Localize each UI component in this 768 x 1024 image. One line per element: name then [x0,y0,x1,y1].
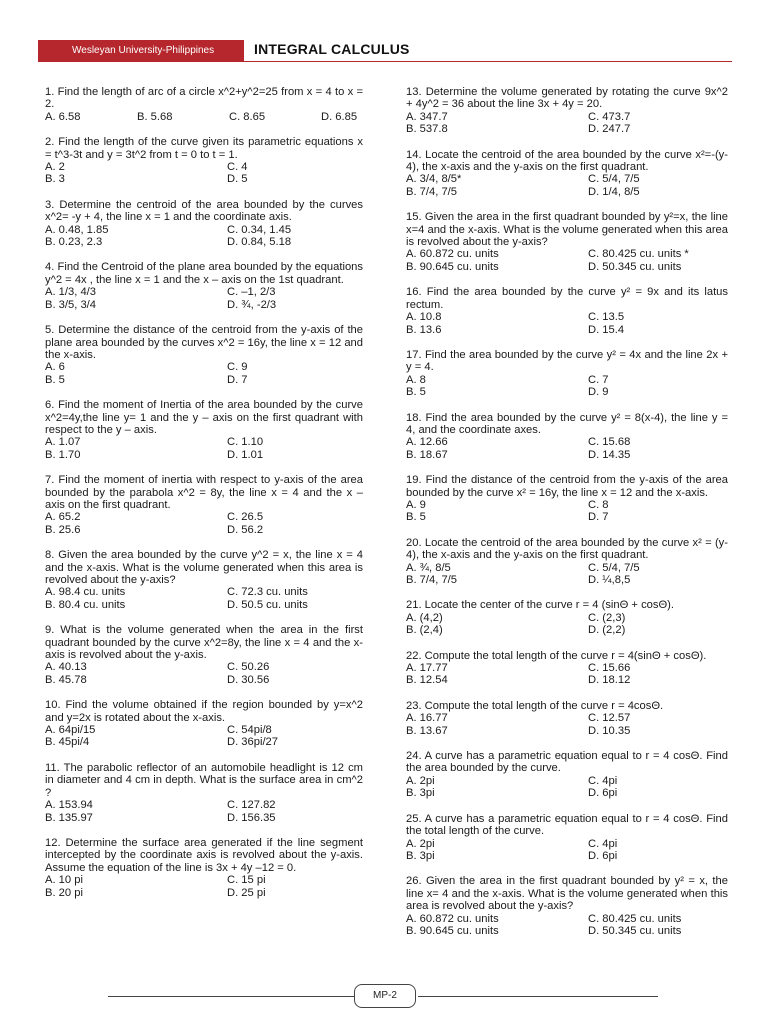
question-text: 4. Find the Centroid of the plane area bounded by the equations y^2 = 4x , the line x = 1 and the x – axis on the 1st quadrant. [45,261,363,286]
question-text: 10. Find the volume obtained if the region bounded by y=x^2 and y=2x is rotated about the x-axis. [45,699,363,724]
answer-option: B. 7/4, 7/5 [406,185,457,198]
answer-option: C. 15.68 [588,436,631,449]
answer-option: C. 4pi [588,774,618,787]
answer-option: B. (2,4) [406,624,443,637]
answer-option: C. 4 [227,161,248,174]
answer-options [45,436,363,461]
answer-option: C. 26.5 [227,511,264,524]
page-number: MP-2 [373,990,397,1001]
question-item [45,199,363,249]
answer-option: A. 1.07 [45,436,81,449]
answer-option: A. 6 [45,361,65,374]
question-text: 3. Determine the centroid of the area bounded by the curves x^2= -y + 4, the line x = 1 and the coordinate axis. [45,198,363,224]
answer-option: B. 0.23, 2.3 [45,236,103,249]
question-item [45,762,363,824]
question-text: 21. Locate the center of the curve r = 4 (sinΘ + cosΘ). [406,599,675,612]
question-text: 16. Find the area bounded by the curve y² = 9x and its latus rectum. [406,286,728,311]
question-item [406,86,728,136]
question-text: 20. Locate the centroid of the area bounded by the curve x² = (y-4), the x-axis and the y-axis on the first quadrant. [406,536,728,562]
answer-option: D. 1.01 [227,448,264,461]
question-text: 15. Given the area in the first quadrant bounded by y²=x, the line x=4 and the x-axis. What is the volume generated when this area is revolved about the y-axis? [406,211,728,249]
answer-option: D. 10.35 [588,724,631,737]
answer-option: A. 16.77 [406,712,448,725]
answer-option: D. 7 [227,373,248,386]
question-item [406,474,728,524]
question-item [45,399,363,461]
answer-option: D. 18.12 [588,674,631,687]
answer-option: A. 0.48, 1.85 [45,223,109,236]
answer-option: A. 153.94 [45,799,93,812]
answer-option: D. 247.7 [588,123,631,136]
answer-option: A. 2pi [406,837,435,850]
answer-option: A. (4,2) [406,611,443,624]
question-item [406,875,728,937]
answer-option: B. 18.67 [406,448,448,461]
answer-options [406,111,728,136]
answer-options [406,562,728,587]
answer-options [45,161,363,186]
answer-option: C. 9 [227,361,248,374]
answer-option: B. 537.8 [406,123,448,136]
question-text: 8. Given the area bounded by the curve y^2 = x, the line x = 4 and the x-axis. What is the volume generated when this area is revolved about the y-axis? [45,549,363,586]
question-text: 7. Find the moment of inertia with respect to y-axis of the area bounded by the parabola x^2 = 8y, the line x = 4 and the x – axis on the first quadrant. [45,474,363,511]
question-text: 12. Determine the surface area generated if the line segment intercepted by the coordinate axis is revolved about the y-axis. Assume the equation of the line is 3x + 4y –12 = 0. [45,836,363,874]
answer-option: D. ¾, -2/3 [227,298,277,311]
answer-option: D. 15.4 [588,323,625,336]
answer-options [406,311,728,336]
answer-options [45,286,363,311]
answer-option: A. 347.7 [406,110,448,123]
answer-options [406,712,728,737]
answer-option: C. 15 pi [227,874,266,887]
answer-option: B. 13.6 [406,323,442,336]
answer-option: D. 9 [588,386,609,399]
answer-option: D. 156.35 [227,811,276,824]
question-text: 2. Find the length of the curve given its parametric equations x = t^3-3t and y = 3t^2 from t = 0 to t = 1. [45,136,363,161]
answer-option: B. 25.6 [45,523,81,536]
answer-option: C. 13.5 [588,311,625,324]
answer-option: D. 36pi/27 [227,736,278,749]
question-item [45,261,363,311]
answer-option: B. 1.70 [45,448,81,461]
answer-option: B. 5.68 [137,110,173,123]
answer-options [406,499,728,524]
answer-option: C. 80.425 cu. units [588,912,682,925]
question-item [406,537,728,587]
question-item [406,149,728,199]
answer-option: D. 5 [227,173,248,186]
answer-options [45,874,363,899]
answer-option: B. 5 [406,511,426,524]
answer-option: B. 3/5, 3/4 [45,298,96,311]
answer-option: C. 15.66 [588,662,631,675]
question-text: 9. What is the volume generated when the area in the first quadrant bounded by the curve x^2=8y, the line x = 4 and the x- axis is revolved about the y-axis. [45,624,363,662]
questions-left-column [45,86,363,912]
answer-option: C. 7 [588,373,609,386]
answer-option: A. 65.2 [45,511,81,524]
answer-option: A. 9 [406,498,426,511]
answer-option: B. 3pi [406,849,435,862]
answer-option: A. 12.66 [406,436,448,449]
answer-option: A. 1/3, 4/3 [45,286,96,299]
answer-options [406,913,728,938]
question-item [406,599,728,636]
answer-option: D. 6pi [588,849,618,862]
question-text: 6. Find the moment of Inertia of the area bounded by the curve x^2=4y,the line y= 1 and the y – axis on the first quadrant with respect to the y – axis. [45,399,363,436]
questions-right-column [406,86,728,950]
answer-option: B. 12.54 [406,674,448,687]
answer-option: B. 5 [406,386,426,399]
answer-option: C. 5/4, 7/5 [588,561,640,574]
answer-option: C. 8 [588,498,609,511]
answer-option: C. 50.26 [227,661,270,674]
question-text: 14. Locate the centroid of the area bounded by the curve x²=-(y-4), the x-axis and the y-axis on the first quadrant. [406,148,728,174]
answer-option: A. 40.13 [45,661,87,674]
answer-options [406,374,728,399]
answer-option: C. 80.425 cu. units * [588,248,689,261]
answer-option: D. 6.85 [321,110,358,123]
answer-options [45,586,363,611]
header-divider [244,61,732,62]
answer-options [406,248,728,273]
question-item [406,813,728,863]
answer-option: D. 6pi [588,787,618,800]
answer-option: A. 3/4, 8/5* [406,173,462,186]
question-text: 24. A curve has a parametric equation equal to r = 4 cosΘ. Find the area bounded by the curve. [406,750,728,775]
answer-option: D. 50.5 cu. units [227,598,308,611]
question-item [45,86,363,123]
answer-options [406,612,728,637]
question-item [406,412,728,462]
question-text: 19. Find the distance of the centroid from the y-axis of the area bounded by the curve x² = 16y, the line x = 12 and the x-axis. [406,474,728,499]
answer-option: A. 60.872 cu. units [406,912,499,925]
answer-option: B. 45.78 [45,673,87,686]
answer-option: B. 3 [45,173,65,186]
question-text: 11. The parabolic reflector of an automobile headlight is 12 cm in diameter and 4 cm in depth. What is the surface area in cm^2 ? [45,761,363,799]
question-item [45,324,363,386]
answer-options [45,724,363,749]
answer-option: B. 5 [45,373,65,386]
question-item [45,624,363,686]
question-item [406,750,728,800]
question-text: 26. Given the area in the first quadrant bounded by y² = x, the line x= 4 and the x-axis. What is the volume generated when this area is revolved about the y-axis? [406,875,728,913]
answer-options [45,361,363,386]
answer-options [45,511,363,536]
answer-option: A. 6.58 [45,110,81,123]
page-title: INTEGRAL CALCULUS [254,41,410,57]
answer-option: B. 3pi [406,787,435,800]
answer-option: D. 14.35 [588,448,631,461]
answer-option: B. 80.4 cu. units [45,598,126,611]
answer-option: C. –1, 2/3 [227,286,276,299]
footer-divider-left [108,996,354,997]
question-item [406,211,728,273]
answer-option: B. 135.97 [45,811,93,824]
answer-option: D. 7 [588,511,609,524]
answer-option: D. ¼,8,5 [588,574,631,586]
answer-option: C. 0.34, 1.45 [227,223,292,236]
question-text: 13. Determine the volume generated by rotating the curve 9x^2 + 4y^2 = 36 about the line 3x + 4y = 20. [406,86,728,111]
question-item [45,474,363,536]
question-item [45,699,363,749]
question-item [406,650,728,687]
answer-options [406,838,728,863]
answer-option: C. 12.57 [588,712,631,725]
answer-option: B. 13.67 [406,724,448,737]
footer-divider-right [418,996,658,997]
answer-option: A. 60.872 cu. units [406,248,499,261]
answer-option: A. 10.8 [406,311,442,324]
answer-option: A. 2 [45,161,65,174]
answer-option: B. 7/4, 7/5 [406,574,457,586]
question-text: 22. Compute the total length of the curve r = 4(sinΘ + cosΘ). [406,649,707,662]
answer-option: A. 64pi/15 [45,724,96,737]
answer-option: A. 8 [406,373,426,386]
answer-option: D. 30.56 [227,673,270,686]
question-text: 5. Determine the distance of the centroid from the y-axis of the plane area bounded by the curves x^2 = 16y, the line x = 12 and the x-axis. [45,324,363,361]
answer-option: C. 54pi/8 [227,724,272,737]
answer-option: D. 50.345 cu. units [588,260,682,273]
question-text: 1. Find the length of arc of a circle x^2+y^2=25 from x = 4 to x = 2. [45,86,363,111]
answer-option: B. 90.645 cu. units [406,924,499,937]
answer-option: D. 0.84, 5.18 [227,236,292,249]
answer-option: C. 72.3 cu. units [227,586,308,599]
answer-option: B. 90.645 cu. units [406,260,499,273]
answer-options [45,111,363,123]
question-text: 18. Find the area bounded by the curve y² = 8(x-4), the line y = 4, and the coordinate axes. [406,411,728,436]
school-name: Wesleyan University-Philippines [72,45,215,56]
answer-options [406,436,728,461]
answer-option: B. 20 pi [45,886,83,899]
answer-options [45,224,363,249]
question-item [406,349,728,399]
question-text: 23. Compute the total length of the curve r = 4cosΘ. [406,699,664,712]
answer-option: C. 127.82 [227,799,276,812]
question-item [406,286,728,336]
answer-option: D. 56.2 [227,523,264,536]
answer-option: A. 17.77 [406,662,448,675]
question-item [45,549,363,611]
answer-option: C. (2,3) [588,611,626,624]
answer-option: A. ¾, 8/5 [406,561,451,574]
answer-options [406,173,728,198]
answer-options [45,661,363,686]
answer-options [406,775,728,800]
answer-option: A. 98.4 cu. units [45,586,126,599]
answer-option: C. 1.10 [227,436,264,449]
answer-option: C. 473.7 [588,110,631,123]
answer-option: D. 50.345 cu. units [588,924,682,937]
answer-option: B. 45pi/4 [45,736,90,749]
answer-option: D. 1/4, 8/5 [588,185,640,198]
answer-options [45,799,363,824]
answer-options [406,662,728,687]
answer-option: C. 4pi [588,837,618,850]
answer-option: D. 25 pi [227,886,266,899]
question-item [45,837,363,899]
answer-option: D. (2,2) [588,624,626,637]
question-item [45,136,363,186]
question-item [406,700,728,737]
question-text: 25. A curve has a parametric equation equal to r = 4 cosΘ. Find the total length of the curve. [406,812,728,838]
answer-option: C. 5/4, 7/5 [588,173,640,186]
answer-option: A. 2pi [406,774,435,787]
answer-option: C. 8.65 [229,110,266,123]
question-text: 17. Find the area bounded by the curve y² = 4x and the line 2x + y = 4. [406,348,728,374]
answer-option: A. 10 pi [45,874,83,887]
